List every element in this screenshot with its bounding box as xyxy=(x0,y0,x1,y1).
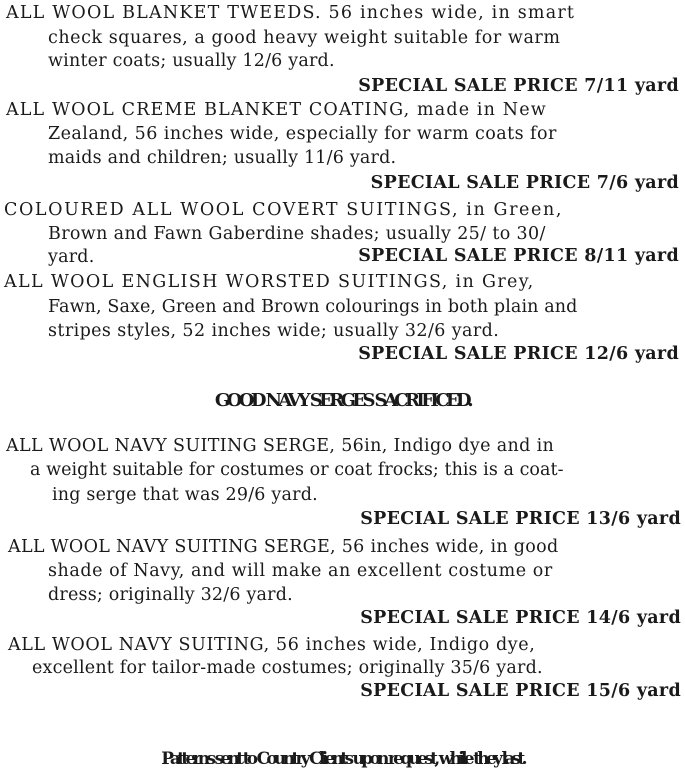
listing-line: ing serge that was 29/6 yard. xyxy=(52,485,318,505)
listing-line: COLOURED ALL WOOL COVERT SUITINGS, in Green, xyxy=(4,200,563,220)
listing-line: ALL WOOL CREME BLANKET COATING, made in New xyxy=(6,100,547,120)
listing-line: a weight suitable for costumes or coat frocks; this is a coat- xyxy=(30,460,564,480)
listing-line: stripes styles, 52 inches wide; usually 32/6 yard. xyxy=(48,321,500,341)
listing-line: shade of Navy, and will make an excellent costume or xyxy=(48,561,553,581)
special-sale-price: SPECIAL SALE PRICE 7/6 yard xyxy=(370,173,679,193)
listing-line: Zealand, 56 inches wide, especially for warm coats for xyxy=(48,124,557,144)
special-sale-price: SPECIAL SALE PRICE 12/6 yard xyxy=(358,344,679,364)
special-sale-price: SPECIAL SALE PRICE 13/6 yard xyxy=(360,509,681,529)
listing-line: dress; originally 32/6 yard. xyxy=(48,585,293,605)
listing-line: yard. xyxy=(48,247,95,267)
listing-line: ALL WOOL NAVY SUITING SERGE, 56 inches wide, in good xyxy=(8,537,559,557)
special-sale-price: SPECIAL SALE PRICE 7/11 yard xyxy=(358,76,679,96)
listing-line: Brown and Fawn Gaberdine shades; usually 25/ to 30/ xyxy=(48,224,546,244)
listing-line: check squares, a good heavy weight suitable for warm xyxy=(48,28,561,48)
listing-line: winter coats; usually 12/6 yard. xyxy=(48,51,335,71)
footer-note: Patterns sent to Country Clients upon request, while they last. xyxy=(161,749,524,769)
listing-line: ALL WOOL NAVY SUITING, 56 inches wide, Indigo dye, xyxy=(8,635,536,655)
special-sale-price: SPECIAL SALE PRICE 15/6 yard xyxy=(360,681,681,701)
listing-line: ALL WOOL NAVY SUITING SERGE, 56in, Indigo dye and in xyxy=(6,436,555,456)
listing-line: Fawn, Saxe, Green and Brown colourings in both plain and xyxy=(48,297,578,317)
special-sale-price: SPECIAL SALE PRICE 8/11 yard xyxy=(358,246,679,266)
special-sale-price: SPECIAL SALE PRICE 14/6 yard xyxy=(360,608,681,628)
listing-line: excellent for tailor-made costumes; originally 35/6 yard. xyxy=(32,658,543,678)
listing-line: ALL WOOL ENGLISH WORSTED SUITINGS, in Grey, xyxy=(4,272,535,292)
listing-line: maids and children; usually 11/6 yard. xyxy=(48,148,397,168)
section-heading: GOOD NAVY SERGES SACRIFICED. xyxy=(214,390,471,411)
listing-line: ALL WOOL BLANKET TWEEDS. 56 inches wide, in smart xyxy=(6,3,576,23)
